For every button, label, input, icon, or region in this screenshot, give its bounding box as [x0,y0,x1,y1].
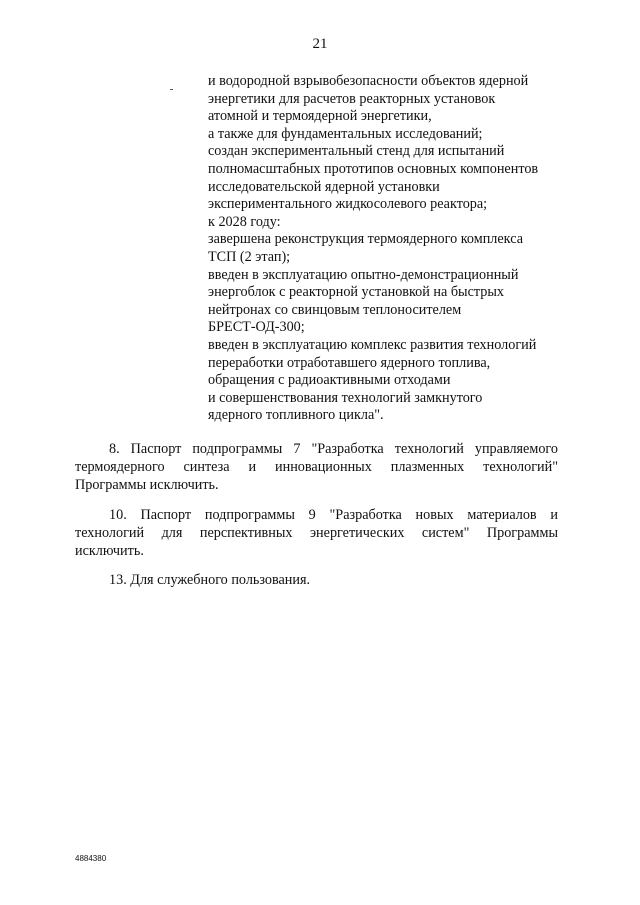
text-line: и водородной взрывобезопасности объектов ядерной [208,73,529,89]
text-line: ядерного топливного цикла". [208,407,384,424]
text-line: исследовательской ядерной установки [208,178,440,195]
text-line: создан экспериментальный стенд для испытаний [208,143,505,160]
paragraph-8 [75,440,558,495]
text-line: обращения с радиоактивными отходами [208,372,451,389]
body-paragraphs [75,440,558,600]
document-code: 4884380 [75,854,107,863]
text-line: переработки отработавшего ядерного топлива, [208,354,491,371]
paragraph-line: технологий для перспективных энергетических систем" Программы [75,524,558,541]
text-line: ТСП (2 этап); [208,248,291,265]
paragraph-line: Программы исключить. [75,477,219,494]
text-line: энергетики для расчетов реакторных установок [208,90,496,107]
text-line: и совершенствования технологий замкнутого [208,389,483,406]
text-line: экспериментального жидкосолевого реактора; [208,196,488,213]
paragraph-line: исключить. [75,543,144,560]
paragraph-13 [75,571,558,589]
text-line: завершена реконструкция термоядерного комплекса [208,231,523,248]
text-line: нейтронах со свинцовым теплоносителем [208,301,462,318]
text-line: атомной и термоядерной энергетики, [208,108,432,125]
paragraph-line: 13. Для служебного пользования. [109,572,311,589]
text-line: а также для фундаментальных исследований; [208,125,483,142]
text-line: к 2028 году: [208,213,281,230]
text-line: введен в эксплуатацию опытно-демонстрационный [208,266,519,283]
scan-mark [170,89,173,90]
paragraph-line: 10. Паспорт подпрограммы 9 "Разработка новых материалов и [109,506,558,523]
page-number: 21 [312,36,328,52]
text-line: энергоблок с реакторной установкой на быстрых [208,284,504,301]
paragraph-line: термоядерного синтеза и инновационных плазменных технологий" [75,459,558,476]
text-line: БРЕСТ-ОД-300; [208,319,305,336]
indented-text-block [208,73,578,425]
text-line: введен в эксплуатацию комплекс развития технологий [208,336,537,353]
text-line: полномасштабных прототипов основных компонентов [208,160,539,177]
paragraph-line: 8. Паспорт подпрограммы 7 "Разработка технологий управляемого [109,441,558,457]
paragraph-10 [75,506,558,561]
